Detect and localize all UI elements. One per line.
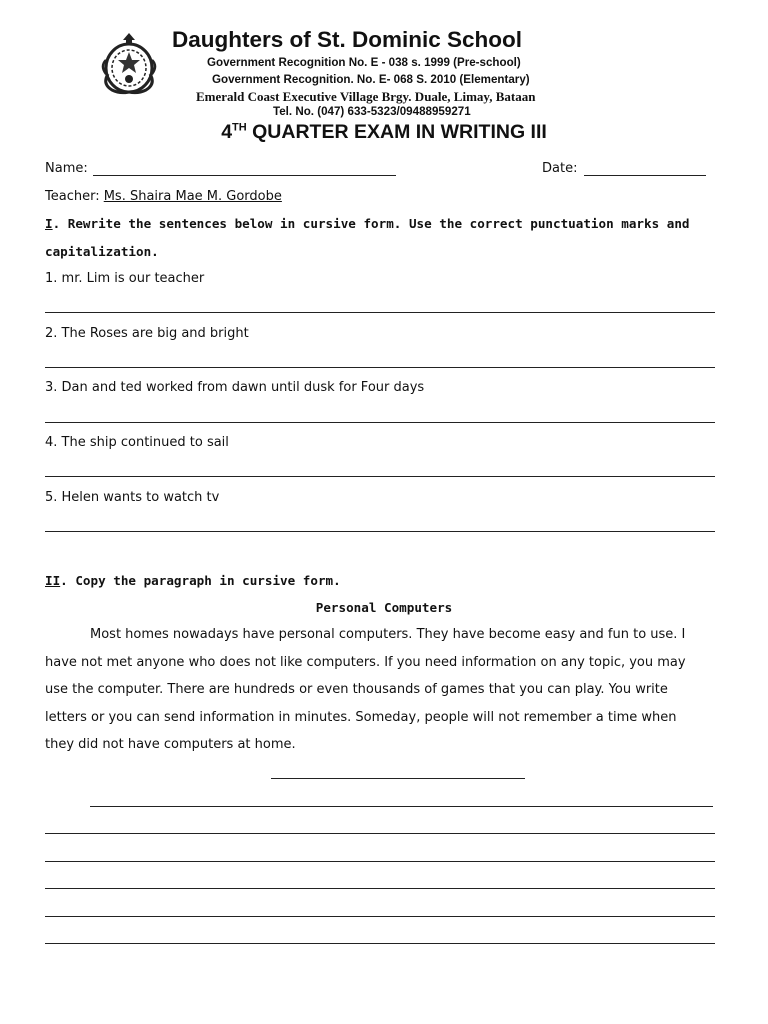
sentence-item-4: 4. The ship continued to sail <box>45 435 229 450</box>
part1-instruction-text: . Rewrite the sentences below in cursive form. Use the correct punctuation marks and <box>52 216 690 231</box>
answer-line-4[interactable] <box>45 476 715 477</box>
paragraph-line-2: have not met anyone who does not like computers. If you need information on any topic, you may <box>45 655 686 670</box>
answer-line-1[interactable] <box>45 312 715 313</box>
copy-line-5[interactable] <box>45 916 715 917</box>
copy-line-4[interactable] <box>45 888 715 889</box>
school-name: Daughters of St. Dominic School <box>172 27 523 52</box>
recognition-elementary: Government Recognition. No. E- 068 S. 2010 (Elementary) <box>212 73 530 86</box>
answer-line-3[interactable] <box>45 422 715 423</box>
teacher-name: Ms. Shaira Mae M. Gordobe <box>103 189 282 204</box>
school-tel: Tel. No. (047) 633-5323/09488959271 <box>273 105 471 118</box>
part2-instruction-text: . Copy the paragraph in cursive form. <box>60 573 341 588</box>
date-field[interactable] <box>584 175 706 176</box>
part1-instruction <box>45 216 690 231</box>
recognition-preschool: Government Recognition No. E - 038 s. 1999 (Pre-school) <box>207 56 521 69</box>
paragraph-line-3: use the computer. There are hundreds or even thousands of games that you can play. You write <box>45 682 668 697</box>
teacher-row <box>45 189 282 204</box>
name-field[interactable] <box>93 175 396 176</box>
paragraph-line-5: they did not have computers at home. <box>45 737 296 752</box>
part1-instruction-cont: capitalization. <box>45 244 159 259</box>
school-seal-icon <box>98 30 160 96</box>
sentence-item-3: 3. Dan and ted worked from dawn until dusk for Four days <box>45 380 425 395</box>
teacher-label: Teacher: <box>45 189 104 204</box>
part2-instruction <box>45 573 341 588</box>
copy-line-3[interactable] <box>45 861 715 862</box>
name-label: Name: <box>45 161 88 176</box>
copy-line-6[interactable] <box>45 943 715 944</box>
answer-line-5[interactable] <box>45 531 715 532</box>
sentence-item-1: 1. mr. Lim is our teacher <box>45 271 205 286</box>
exam-title <box>0 121 768 144</box>
sentence-item-5: 5. Helen wants to watch tv <box>45 490 220 505</box>
paragraph-line-4: letters or you can send information in minutes. Someday, people will not remember a time when <box>45 710 677 725</box>
part1-roman: I <box>45 216 53 231</box>
school-address: Emerald Coast Executive Village Brgy. Duale, Limay, Bataan <box>196 89 536 104</box>
copy-line-1[interactable] <box>90 806 713 807</box>
exam-number-suffix: TH <box>232 121 247 134</box>
exam-title-text: QUARTER EXAM IN WRITING III <box>246 121 547 143</box>
copy-title-line[interactable] <box>271 778 525 779</box>
date-label: Date: <box>542 161 578 176</box>
answer-line-2[interactable] <box>45 367 715 368</box>
part2-roman: II <box>45 573 61 588</box>
paragraph-line-1: Most homes nowadays have personal computers. They have become easy and fun to use. I <box>90 627 686 642</box>
copy-line-2[interactable] <box>45 833 715 834</box>
paragraph-title: Personal Computers <box>315 600 453 615</box>
exam-number: 4 <box>221 121 233 143</box>
sentence-item-2: 2. The Roses are big and bright <box>45 326 249 341</box>
